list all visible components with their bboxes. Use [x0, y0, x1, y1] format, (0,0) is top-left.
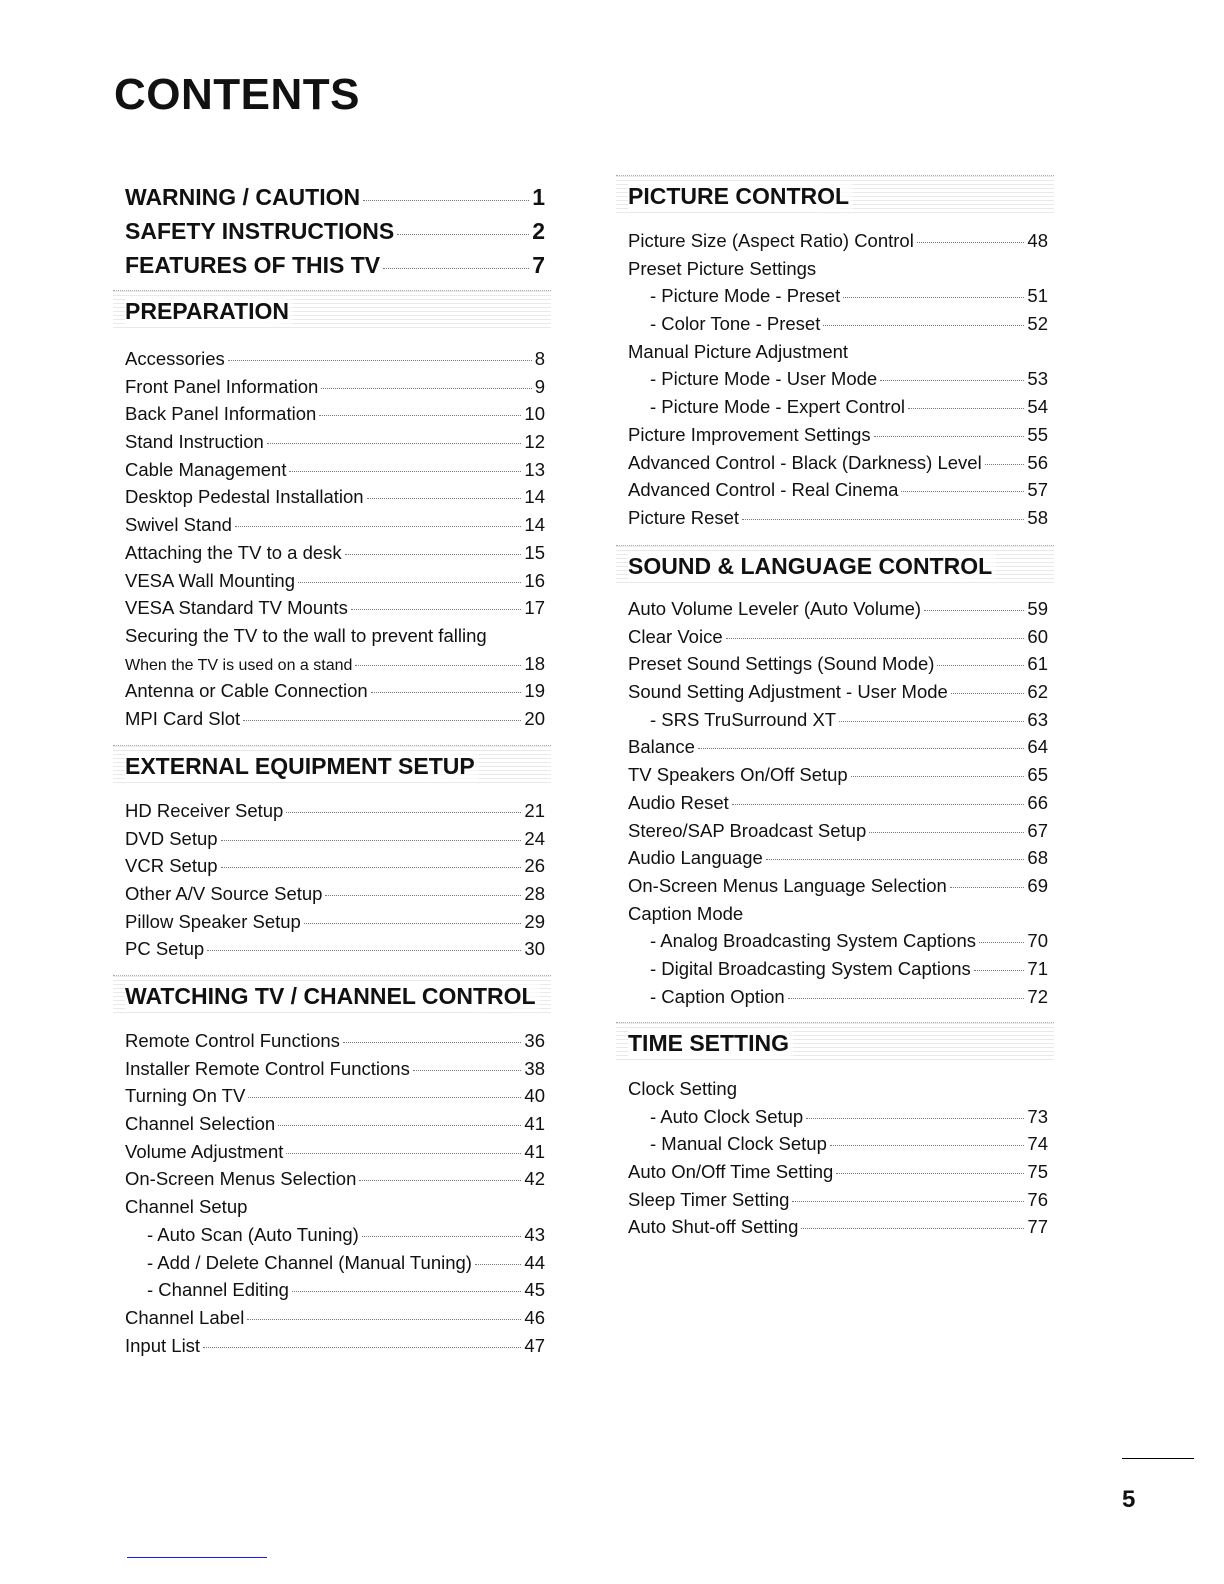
leader-dots: [359, 1180, 521, 1181]
leader-dots: [823, 325, 1024, 326]
toc-entry[interactable]: [125, 373, 545, 401]
entry-page: 38: [524, 1057, 545, 1079]
entry-label: Pillow Speaker Setup: [125, 910, 301, 932]
entry-page: 30: [524, 938, 545, 960]
entry-page: 17: [524, 597, 545, 619]
entry-label: - Add / Delete Channel (Manual Tuning): [147, 1251, 472, 1273]
leader-dots: [698, 748, 1025, 749]
entry-page: 15: [524, 541, 545, 563]
toc-entry[interactable]: [125, 1332, 545, 1360]
entry-label: PC Setup: [125, 938, 205, 960]
entry-page: 67: [1027, 819, 1048, 841]
leader-dots: [363, 200, 529, 201]
section-heading: EXTERNAL EQUIPMENT SETUP: [125, 753, 479, 780]
entry-label: Sound Setting Adjustment - User Mode: [628, 681, 948, 703]
entry-page: 71: [1027, 957, 1048, 979]
entry-page: 57: [1027, 479, 1048, 501]
entry-label: - Picture Mode - Preset: [650, 285, 841, 307]
toc-entry[interactable]: [628, 282, 1048, 310]
entry-label: TV Speakers On/Off Setup: [628, 764, 848, 786]
leader-dots: [371, 692, 522, 693]
section-entries: [125, 797, 545, 963]
entry-label: Back Panel Information: [125, 403, 317, 425]
entry-label: Advanced Control - Real Cinema: [628, 479, 899, 501]
toc-entry[interactable]: [628, 650, 1048, 678]
leader-dots: [343, 1042, 522, 1043]
entry-label: Turning On TV: [125, 1085, 246, 1107]
toc-entry[interactable]: [628, 678, 1048, 706]
section-entries: [628, 227, 1048, 532]
leader-dots: [901, 491, 1024, 492]
leader-dots: [351, 609, 522, 610]
entry-label: Picture Reset: [628, 506, 740, 528]
entry-page: 52: [1027, 313, 1048, 335]
entry-label: Balance: [628, 736, 695, 758]
entry-label: Clear Voice: [628, 625, 723, 647]
entry-page: 9: [534, 375, 545, 397]
leader-dots: [836, 1173, 1024, 1174]
toc-entry[interactable]: [125, 180, 545, 214]
entry-page: 13: [524, 458, 545, 480]
toc-entry[interactable]: [125, 825, 545, 853]
entry-page: 75: [1027, 1161, 1048, 1183]
entry-page: 12: [524, 431, 545, 453]
entry-label: Accessories: [125, 348, 225, 369]
entry-label: WARNING / CAUTION: [125, 184, 361, 210]
entry-label: Preset Sound Settings (Sound Mode): [628, 653, 935, 675]
leader-dots: [851, 776, 1025, 777]
entry-label: Caption Mode: [628, 902, 744, 924]
leader-dots: [319, 415, 521, 416]
entry-page: 1: [532, 184, 545, 210]
leader-dots: [806, 1118, 1024, 1119]
leader-dots: [292, 1291, 522, 1292]
toc-entry[interactable]: [125, 594, 545, 622]
leader-dots: [839, 721, 1024, 722]
toc-entry[interactable]: [125, 1221, 545, 1249]
toc-entry[interactable]: [125, 797, 545, 825]
toc-entry[interactable]: [628, 872, 1048, 900]
leader-dots: [880, 380, 1024, 381]
toc-entry[interactable]: [628, 1075, 1048, 1103]
entry-label: Front Panel Information: [125, 375, 319, 397]
entry-page: 54: [1027, 396, 1048, 418]
leader-dots: [367, 498, 522, 499]
toc-entry[interactable]: [125, 539, 545, 567]
toc-entry[interactable]: [125, 880, 545, 908]
toc-entry[interactable]: [628, 595, 1048, 623]
toc-entry[interactable]: [125, 345, 545, 373]
toc-entry[interactable]: [628, 255, 1048, 283]
entry-page: 44: [524, 1251, 545, 1273]
section-header: [113, 745, 551, 786]
toc-entry[interactable]: [125, 705, 545, 733]
toc-entry[interactable]: [125, 1249, 545, 1277]
entry-label: Remote Control Functions: [125, 1030, 340, 1051]
entry-page: 18: [524, 652, 545, 674]
entry-page: 2: [532, 218, 545, 244]
section-header: [113, 975, 551, 1016]
leader-dots: [788, 998, 1025, 999]
section-header: [616, 545, 1054, 586]
entry-page: 20: [524, 707, 545, 729]
entry-label: Sleep Timer Setting: [628, 1188, 790, 1210]
toc-entry[interactable]: [125, 567, 545, 595]
entry-label: On-Screen Menus Language Selection: [628, 874, 947, 896]
entry-page: 14: [524, 514, 545, 536]
leader-dots: [207, 950, 521, 951]
leader-dots: [475, 1264, 521, 1265]
leader-dots: [869, 832, 1024, 833]
leader-dots: [267, 443, 522, 444]
entry-page: 70: [1027, 930, 1048, 952]
entry-page: 7: [532, 252, 545, 278]
entry-label: - Auto Scan (Auto Tuning): [147, 1223, 359, 1245]
toc-entry[interactable]: [125, 1110, 545, 1138]
entry-page: 48: [1027, 230, 1048, 251]
entry-label: Volume Adjustment: [125, 1140, 284, 1162]
leader-dots: [345, 554, 522, 555]
entry-label: Channel Label: [125, 1306, 245, 1328]
entry-page: 76: [1027, 1188, 1048, 1210]
entry-label: Clock Setting: [628, 1078, 737, 1099]
toc-entry[interactable]: [125, 248, 545, 282]
entry-page: 58: [1027, 506, 1048, 528]
toc-entry[interactable]: [628, 706, 1048, 734]
entry-label: VESA Standard TV Mounts: [125, 597, 348, 619]
entry-label: Channel Selection: [125, 1113, 276, 1135]
toc-entry[interactable]: [125, 428, 545, 456]
section-heading: SOUND & LANGUAGE CONTROL: [628, 553, 996, 580]
entry-label: - Picture Mode - Expert Control: [650, 396, 905, 418]
leader-dots: [221, 867, 522, 868]
entry-label: Manual Picture Adjustment: [628, 340, 849, 362]
leader-dots: [321, 388, 531, 389]
toc-entry[interactable]: [125, 622, 545, 650]
leader-dots: [908, 408, 1024, 409]
entry-label: - Analog Broadcasting System Captions: [650, 930, 976, 952]
section-entries: [125, 1027, 545, 1359]
entry-page: 64: [1027, 736, 1048, 758]
entry-page: 24: [524, 827, 545, 849]
toc-entry[interactable]: [125, 1055, 545, 1083]
leader-dots: [362, 1236, 522, 1237]
toc-entry[interactable]: [125, 650, 545, 678]
entry-label: On-Screen Menus Selection: [125, 1168, 357, 1190]
leader-dots: [228, 360, 532, 361]
entry-page: 47: [524, 1334, 545, 1356]
page-number-rule: [1122, 1458, 1194, 1459]
entry-label: Installer Remote Control Functions: [125, 1057, 410, 1079]
entry-page: 21: [524, 800, 545, 821]
toc-entry[interactable]: [628, 900, 1048, 928]
leader-dots: [235, 526, 521, 527]
toc-entry[interactable]: [628, 1103, 1048, 1131]
entry-label: Stand Instruction: [125, 431, 264, 453]
toc-entry[interactable]: [125, 1082, 545, 1110]
toc-entry[interactable]: [125, 1304, 545, 1332]
entry-page: 36: [524, 1030, 545, 1051]
entry-page: 65: [1027, 764, 1048, 786]
entry-label: - Digital Broadcasting System Captions: [650, 957, 971, 979]
toc-entry[interactable]: [628, 955, 1048, 983]
entry-page: 28: [524, 883, 545, 905]
leader-dots: [830, 1145, 1025, 1146]
toc-entry[interactable]: [125, 908, 545, 936]
entry-page: 73: [1027, 1105, 1048, 1127]
entry-page: 63: [1027, 708, 1048, 730]
leader-dots: [413, 1070, 522, 1071]
entry-page: 16: [524, 569, 545, 591]
leader-dots: [937, 665, 1024, 666]
entry-page: 60: [1027, 625, 1048, 647]
toc-entry[interactable]: [125, 511, 545, 539]
toc-entry[interactable]: [125, 935, 545, 963]
leader-dots: [801, 1228, 1024, 1229]
entry-label: Auto Volume Leveler (Auto Volume): [628, 598, 922, 619]
toc-entry[interactable]: [628, 1213, 1048, 1241]
toc-entry[interactable]: [628, 338, 1048, 366]
entry-label: - Color Tone - Preset: [650, 313, 821, 335]
toc-entry[interactable]: [125, 1138, 545, 1166]
leader-dots: [248, 1097, 521, 1098]
entry-page: 14: [524, 486, 545, 508]
toc-entry[interactable]: [628, 393, 1048, 421]
section-heading: WATCHING TV / CHANNEL CONTROL: [125, 983, 540, 1010]
toc-entry[interactable]: [125, 1027, 545, 1055]
leader-dots: [383, 268, 529, 269]
toc-entry[interactable]: [125, 1276, 545, 1304]
toc-entry[interactable]: [628, 761, 1048, 789]
toc-entry[interactable]: [628, 623, 1048, 651]
entry-label: Picture Size (Aspect Ratio) Control: [628, 230, 914, 251]
leader-dots: [951, 693, 1025, 694]
entry-label: Desktop Pedestal Installation: [125, 486, 364, 508]
entry-label: When the TV is used on a stand: [125, 656, 353, 674]
leader-dots: [289, 471, 521, 472]
section-heading: PICTURE CONTROL: [628, 183, 853, 210]
leader-dots: [726, 638, 1025, 639]
toc-entry[interactable]: [628, 227, 1048, 255]
toc-entry[interactable]: [628, 844, 1048, 872]
leader-dots: [203, 1347, 521, 1348]
entry-label: Input List: [125, 1334, 201, 1356]
entry-label: Securing the TV to the wall to prevent falling: [125, 624, 487, 646]
entry-label: Audio Reset: [628, 791, 729, 813]
entry-page: 74: [1027, 1133, 1048, 1155]
toc-entry[interactable]: [125, 214, 545, 248]
entry-label: - SRS TruSurround XT: [650, 708, 837, 730]
section-heading: TIME SETTING: [628, 1030, 793, 1057]
entry-label: MPI Card Slot: [125, 707, 241, 729]
leader-dots: [397, 234, 529, 235]
entry-page: 41: [524, 1113, 545, 1135]
entry-page: 69: [1027, 874, 1048, 896]
entry-page: 41: [524, 1140, 545, 1162]
leader-dots: [874, 436, 1025, 437]
leader-dots: [298, 582, 521, 583]
entry-page: 68: [1027, 847, 1048, 869]
entry-page: 66: [1027, 791, 1048, 813]
entry-label: - Picture Mode - User Mode: [650, 368, 878, 390]
footer-link-line: [127, 1557, 267, 1558]
leader-dots: [985, 464, 1025, 465]
toc-entry[interactable]: [628, 310, 1048, 338]
section-heading: PREPARATION: [125, 298, 293, 325]
entry-page: 26: [524, 855, 545, 877]
toc-entry[interactable]: [628, 1130, 1048, 1158]
toc-entry[interactable]: [125, 456, 545, 484]
leader-dots: [355, 665, 521, 666]
toc-entry[interactable]: [125, 483, 545, 511]
toc-entry[interactable]: [628, 365, 1048, 393]
leader-dots: [304, 923, 522, 924]
toc-entry[interactable]: [628, 504, 1048, 532]
toc-entry[interactable]: [125, 1193, 545, 1221]
entry-page: 40: [524, 1085, 545, 1107]
page-number: 5: [1122, 1486, 1136, 1513]
page-title: CONTENTS: [114, 70, 360, 119]
leader-dots: [924, 610, 1024, 611]
entry-page: 19: [524, 680, 545, 702]
entry-page: 51: [1027, 285, 1048, 307]
toc-entry[interactable]: [628, 927, 1048, 955]
toc-entry[interactable]: [125, 677, 545, 705]
entry-page: 56: [1027, 451, 1048, 473]
toc-entry[interactable]: [125, 1165, 545, 1193]
entry-label: Advanced Control - Black (Darkness) Level: [628, 451, 982, 473]
leader-dots: [979, 942, 1024, 943]
leader-dots: [278, 1125, 521, 1126]
leader-dots: [742, 519, 1024, 520]
entry-page: 10: [524, 403, 545, 425]
entry-page: 29: [524, 910, 545, 932]
entry-label: Audio Language: [628, 847, 763, 869]
leader-dots: [974, 970, 1025, 971]
section-entries: [628, 1075, 1048, 1241]
entry-page: 43: [524, 1223, 545, 1245]
leader-dots: [766, 859, 1025, 860]
entry-label: Cable Management: [125, 458, 287, 480]
entry-label: - Manual Clock Setup: [650, 1133, 827, 1155]
section-entries: [628, 595, 1048, 1010]
entry-page: 46: [524, 1306, 545, 1328]
entry-label: - Caption Option: [650, 985, 785, 1007]
entry-label: Auto Shut-off Setting: [628, 1216, 799, 1238]
entry-label: Picture Improvement Settings: [628, 423, 871, 445]
toc-entry[interactable]: [628, 983, 1048, 1011]
entry-label: FEATURES OF THIS TV: [125, 252, 381, 278]
entry-label: Antenna or Cable Connection: [125, 680, 368, 702]
toc-entry[interactable]: [125, 852, 545, 880]
entry-label: VCR Setup: [125, 855, 218, 877]
entry-page: 55: [1027, 423, 1048, 445]
leader-dots: [221, 840, 522, 841]
entry-label: Attaching the TV to a desk: [125, 541, 342, 563]
leader-dots: [917, 242, 1025, 243]
entry-label: - Auto Clock Setup: [650, 1105, 804, 1127]
leader-dots: [247, 1319, 521, 1320]
leader-dots: [950, 887, 1025, 888]
leader-dots: [843, 297, 1024, 298]
entry-page: 59: [1027, 598, 1048, 619]
section-header: [616, 175, 1054, 216]
entry-label: Stereo/SAP Broadcast Setup: [628, 819, 867, 841]
leader-dots: [325, 895, 521, 896]
entry-label: VESA Wall Mounting: [125, 569, 296, 591]
entry-page: 45: [524, 1279, 545, 1301]
toc-entry[interactable]: [628, 1186, 1048, 1214]
toc-entry[interactable]: [628, 733, 1048, 761]
toc-entry[interactable]: [628, 421, 1048, 449]
entry-label: HD Receiver Setup: [125, 800, 284, 821]
toc-entry[interactable]: [628, 1158, 1048, 1186]
entry-page: 72: [1027, 985, 1048, 1007]
section-header: [113, 290, 551, 331]
entry-page: 42: [524, 1168, 545, 1190]
section-entries: [125, 345, 545, 733]
entry-label: Preset Picture Settings: [628, 257, 817, 279]
leader-dots: [286, 1153, 521, 1154]
entry-page: 53: [1027, 368, 1048, 390]
toc-entry[interactable]: [628, 789, 1048, 817]
entry-label: Channel Setup: [125, 1196, 248, 1218]
toc-entry[interactable]: [628, 817, 1048, 845]
entry-page: 8: [534, 348, 545, 369]
leader-dots: [732, 804, 1025, 805]
entry-label: SAFETY INSTRUCTIONS: [125, 218, 395, 244]
entry-label: DVD Setup: [125, 827, 218, 849]
section-header: [616, 1022, 1054, 1063]
leader-dots: [286, 812, 521, 813]
toc-entry[interactable]: [628, 476, 1048, 504]
entry-page: 62: [1027, 681, 1048, 703]
major-entries: [125, 180, 545, 282]
leader-dots: [243, 720, 521, 721]
leader-dots: [792, 1201, 1024, 1202]
toc-entry[interactable]: [628, 449, 1048, 477]
entry-label: Auto On/Off Time Setting: [628, 1161, 834, 1183]
toc-entry[interactable]: [125, 400, 545, 428]
entry-page: 77: [1027, 1216, 1048, 1238]
entry-label: Other A/V Source Setup: [125, 883, 323, 905]
entry-page: 61: [1027, 653, 1048, 675]
entry-label: Swivel Stand: [125, 514, 232, 536]
entry-label: - Channel Editing: [147, 1279, 289, 1301]
